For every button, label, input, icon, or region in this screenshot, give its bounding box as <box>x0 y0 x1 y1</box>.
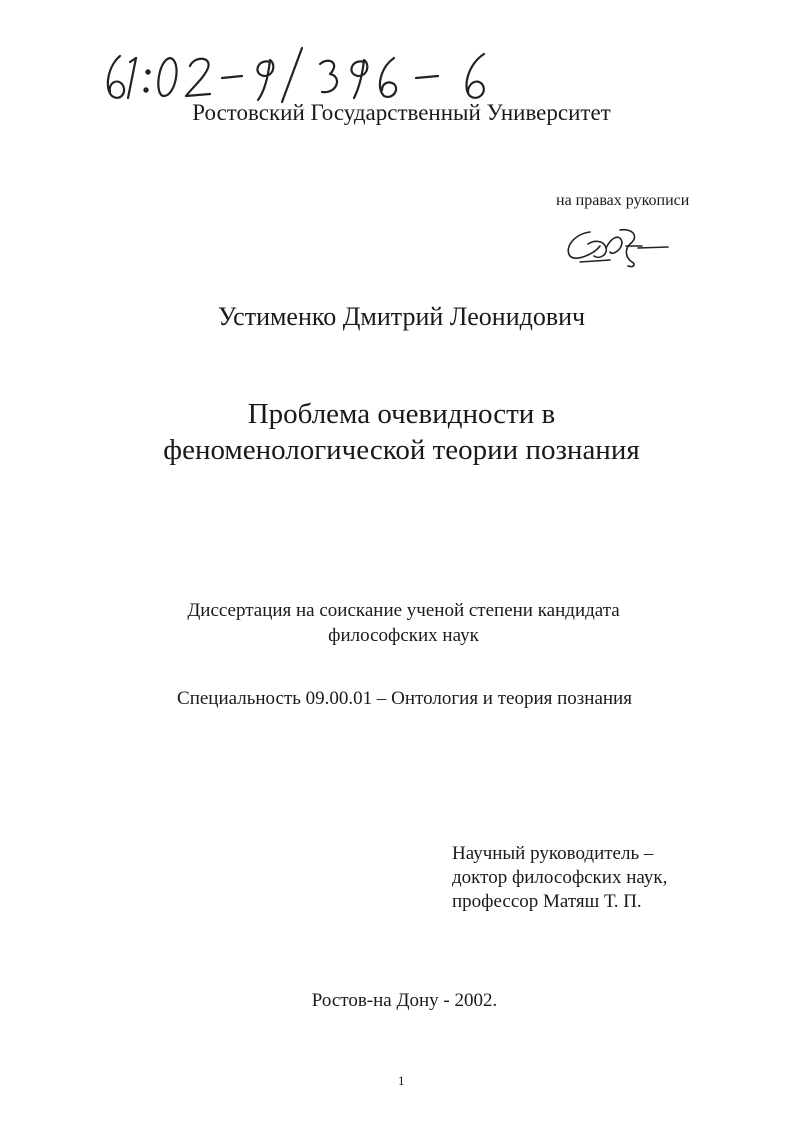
supervisor-line-3: профессор Матяш Т. П. <box>452 891 642 912</box>
degree-line-1: Диссертация на соискание ученой степени кандидата <box>187 600 620 621</box>
scientific-supervisor <box>452 842 667 914</box>
title-line-2: феноменологической теории познания <box>163 434 640 466</box>
page-number: 1 <box>398 1073 405 1088</box>
specialty: Специальность 09.00.01 – Онтология и теория познания <box>177 688 632 709</box>
supervisor-line-2: доктор философских наук, <box>452 867 668 888</box>
dissertation-degree <box>0 598 793 648</box>
university-name: Ростовский Государственный Университет <box>192 100 611 125</box>
title-line-1: Проблема очевидности в <box>247 398 556 430</box>
handwritten-archive-code <box>98 38 518 108</box>
dissertation-title <box>0 396 793 468</box>
degree-line-2: философских наук <box>328 625 479 646</box>
supervisor-line-1: Научный руководитель – <box>452 843 654 864</box>
city-year: Ростов-на Дону - 2002. <box>311 990 498 1011</box>
handwritten-signature <box>560 222 672 270</box>
manuscript-rights-note: на правах рукописи <box>556 192 690 209</box>
author-name: Устименко Дмитрий Леонидович <box>217 302 586 331</box>
